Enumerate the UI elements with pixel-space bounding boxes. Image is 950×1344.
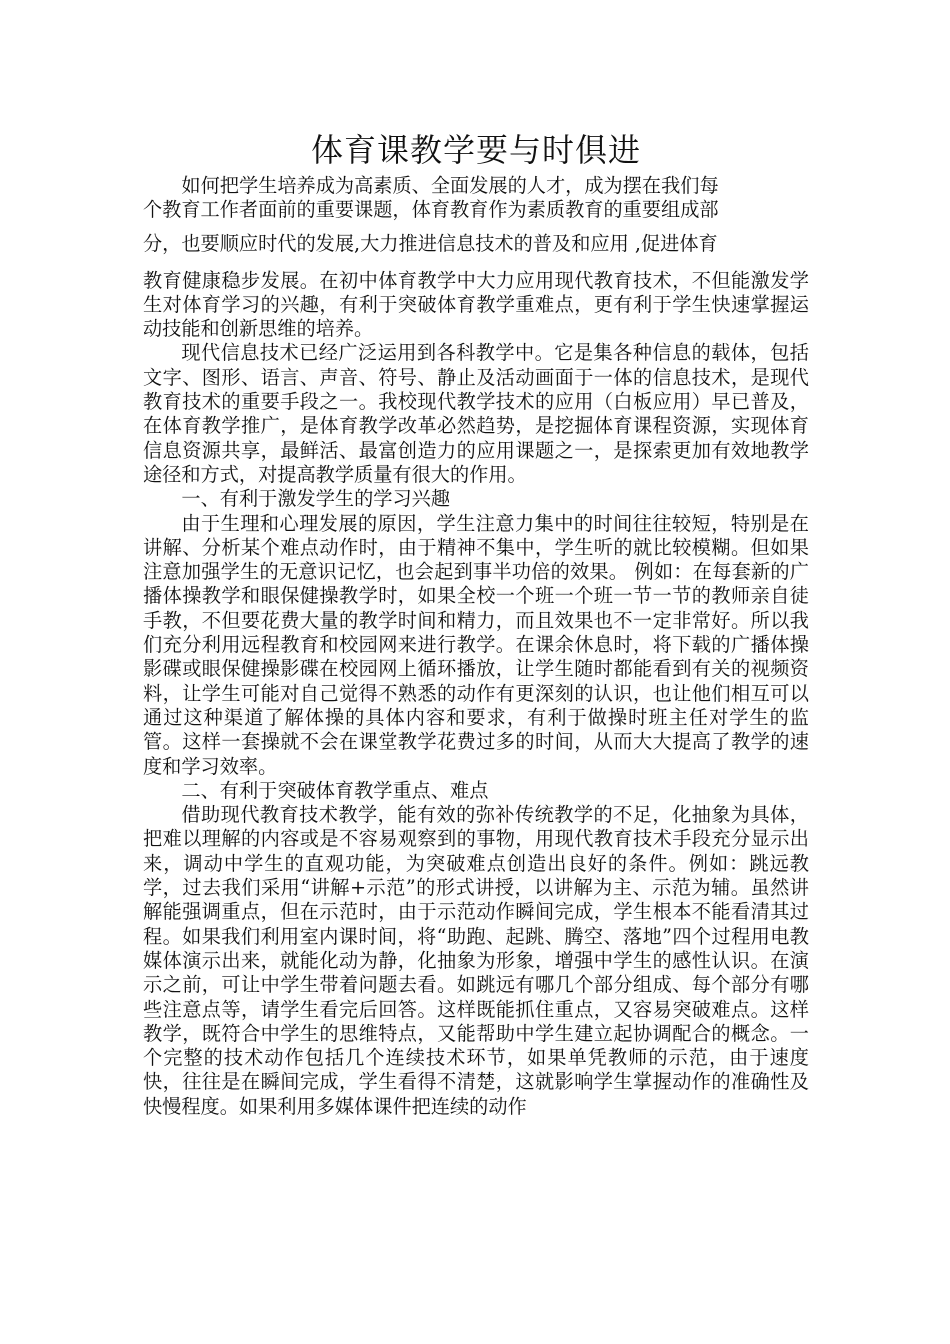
section-heading-2: 二、有利于突破体育教学重点、难点 — [181, 778, 489, 802]
document-page — [143, 128, 809, 1119]
intro-line-3: 分，也要顺应时代的发展,大力推进信息技术的普及和应用 ,促进体育 — [143, 231, 718, 255]
paragraph-information-technology: 现代信息技术已经广泛运用到各科教学中。它是集各种信息的载体，包括文字、图形、语言、声音、符号、静止及活动画面于一体的信息技术，是现代教育技术的重要手段之一。我校现代教学技术的应用（白板应用）早已普及，在体育教学推广，是体育教学改革必然趋势，是挖掘体育课程资源，实现体育信息资源共享，最鲜活、最富创造力的应用课题之一，是探索更加有效地教学途径和方式，对提高教学质量有很大的作用。 — [143, 341, 809, 486]
paragraph-interest: 由于生理和心理发展的原因，学生注意力集中的时间往往较短，特别是在讲解、分析某个难点动作时，由于精神不集中，学生听的就比较模糊。但如果注意加强学生的无意识记忆，也会起到事半功倍的效果。 例如：在每套新的广播体操教学和眼保健操教学时，如果全校一个班一个班一节一节的教师亲自徒手教，不但要花费大量的教学时间和精力，而且效果也不一定非常好。所以我们充分利用远程教育和校园网来进行教学。在课余休息时，将下载的广播体操影碟或眼保健操影碟在校园网上循环播放，让学生随时都能看到有关的视频资料，让学生可能对自己觉得不熟悉的动作有更深刻的认识，也让他们相互可以通过这种渠道了解体操的具体内容和要求，有利于做操时班主任对学生的监管。这样一套操就不会在课堂教学花费过多的时间，从而大大提高了教学的速度和学习效率。 — [143, 511, 809, 778]
intro-line-1: 如何把学生培养成为高素质、全面发展的人才，成为摆在我们每 — [181, 174, 719, 197]
section-heading-1: 一、有利于激发学生的学习兴趣 — [181, 487, 451, 511]
intro-paragraph — [143, 174, 809, 341]
intro-line-2: 个教育工作者面前的重要课题，体育教育作为素质教育的重要组成部 — [143, 198, 719, 222]
intro-line-4: 教育健康稳步发展。在初中体育教学中大力应用现代教育技术，不但能激发学生对体育学习的兴趣，有利于突破体育教学重难点，更有利于学生快速掌握运动技能和创新思维的培养。 — [143, 268, 809, 341]
paragraph-key-points: 借助现代教育技术教学，能有效的弥补传统教学的不足，化抽象为具体，把难以理解的内容或是不容易观察到的事物，用现代教育技术手段充分显示出来，调动中学生的直观功能，为突破难点创造出良好的条件。例如：跳远教学，过去我们采用“讲解+示范”的形式讲授，以讲解为主、示范为辅。虽然讲解能强调重点，但在示范时，由于示范动作瞬间完成，学生根本不能看清其过程。如果我们利用室内课时间，将“助跑、起跳、腾空、落地”四个过程用电教媒体演示出来，就能化动为静，化抽象为形象，增强中学生的感性认识。在演示之前，可让中学生带着问题去看。如跳远有哪几个部分组成、每个部分有哪些注意点等，请学生看完后回答。这样既能抓住重点，又容易突破难点。这样教学，既符合中学生的思维特点，又能帮助中学生建立起协调配合的概念。一个完整的技术动作包括几个连续技术环节，如果单凭教师的示范，由于速度快，往往是在瞬间完成，学生看得不清楚，这就影响学生掌握动作的准确性及快慢程度。如果利用多媒体课件把连续的动作 — [143, 803, 809, 1118]
document-title: 体育课教学要与时俱进 — [310, 131, 641, 169]
